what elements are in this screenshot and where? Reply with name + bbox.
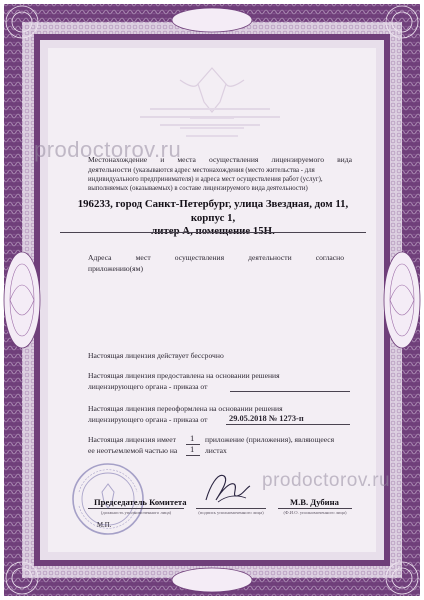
annex-count: 1 — [190, 433, 195, 443]
reissued-order-underline — [226, 424, 350, 425]
faded-heading-line — [150, 108, 270, 110]
granted-line1: Настоящая лицензия предоставлена на основании решения — [88, 371, 280, 380]
validity-text: Настоящая лицензия действует бессрочно — [88, 351, 224, 360]
location-heading-line2 — [88, 165, 352, 175]
address-line1: 196233, город Санкт-Петербург, улица Звездная, дом 11, корпус 1, — [77, 198, 349, 224]
appendix-word: мест — [135, 253, 151, 262]
faded-heading-line — [160, 124, 260, 126]
seal-label: М.П. — [97, 522, 112, 529]
position-underline — [88, 508, 184, 509]
signatory-name: М.В. Дубина — [290, 497, 339, 507]
reissued-line1: Настоящая лицензия переоформлена на основании решения — [88, 404, 283, 413]
appendix-line1 — [88, 253, 344, 262]
annex-suffix: приложение (приложения), являющееся — [205, 435, 335, 444]
annex-sheets: 1 — [190, 444, 195, 454]
faded-heading-line — [140, 116, 280, 118]
annex-line2-suffix: листах — [205, 446, 227, 455]
reissued-order-number: 29.05.2018 № 1273-п — [229, 414, 304, 423]
address-line2: литер А, помещение 15Н. — [151, 225, 275, 238]
name-underline — [278, 508, 352, 509]
address-underline — [60, 232, 366, 233]
annex-line2-prefix: ее неотъемлемой частью на — [88, 446, 178, 455]
site-watermark-top: prodoctorov.ru — [34, 137, 182, 162]
handwritten-signature-icon — [196, 466, 256, 508]
emblem-watermark-icon — [150, 62, 274, 142]
location-note: (указываются адрес местонахождения (место жительства - для — [133, 167, 315, 174]
location-note-line3: индивидуального предпринимателя) и адреса мест осуществления работ (услуг), — [88, 176, 323, 183]
appendix-line2: приложению(ям) — [88, 264, 143, 273]
location-heading-word: деятельности — [88, 165, 132, 174]
signatory-position: Председатель Комитета — [94, 497, 187, 507]
location-note-line4: выполняемых (оказываемых) в составе лицензируемого вида деятельности) — [88, 185, 308, 192]
appendix-word: деятельности — [248, 253, 292, 262]
granted-order-blank — [230, 391, 350, 392]
site-watermark-bottom: prodoctorov.ru — [262, 470, 391, 491]
reissued-line2: лицензирующего органа - приказа от — [88, 415, 208, 424]
annex-sheets-underline — [186, 455, 200, 456]
granted-line2: лицензирующего органа - приказа от — [88, 382, 208, 391]
appendix-word: Адреса — [88, 253, 112, 262]
annex-prefix: Настоящая лицензия имеет — [88, 435, 176, 444]
signature-underline — [196, 508, 266, 509]
caption-position: (должность уполномоченного лица) — [100, 510, 172, 515]
caption-name: (Ф.И.О. уполномоченного лица) — [283, 510, 347, 515]
location-heading-line1: Местонахождение и места осуществления лицензируемого вида — [88, 155, 352, 164]
appendix-word: согласно — [315, 253, 344, 262]
appendix-word: осуществления — [174, 253, 225, 262]
caption-signature: (подпись уполномоченного лица) — [198, 510, 264, 515]
